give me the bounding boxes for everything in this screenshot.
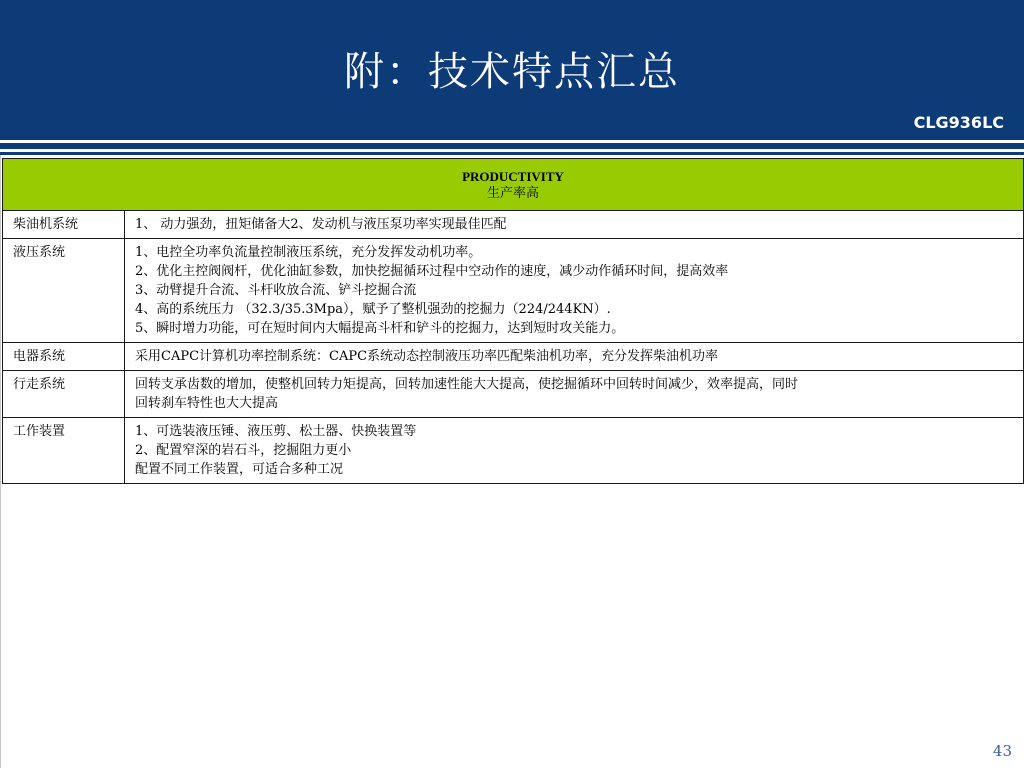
row-category: 液压系统 [3, 239, 125, 343]
header-rule-thin [0, 152, 1024, 155]
description-line: 采用CAPC计算机功率控制系统：CAPC系统动态控制液压功率匹配柴油机功率，充分发挥柴油机功率 [135, 349, 719, 364]
table-row-attachment [3, 418, 1024, 484]
row-category: 柴油机系统 [3, 211, 125, 239]
table-header-row [3, 159, 1024, 211]
table-row-engine [3, 211, 1024, 239]
row-category: 行走系统 [3, 371, 125, 418]
description-line: 回转刹车特性也大大提高 [135, 396, 279, 411]
description-line: 2、优化主控阀阀杆，优化油缸参数，加快挖掘循环过程中空动作的速度，减少动作循环时间，提高效率 [135, 264, 729, 279]
header-english: PRODUCTIVITY [462, 168, 564, 184]
table-row-electrical [3, 343, 1024, 371]
description-line: 2、配置窄深的岩石斗，挖掘阻力更小 [135, 443, 352, 458]
row-description [125, 371, 1024, 418]
row-description [125, 418, 1024, 484]
page-number: 43 [992, 742, 1012, 760]
description-line: 3、动臂提升合流、斗杆收放合流、铲斗挖掘合流 [135, 283, 417, 298]
description-line: 1、可选装液压锤、液压剪、松土器、快换装置等 [135, 424, 417, 439]
row-category: 工作装置 [3, 418, 125, 484]
header-rule-thick [0, 143, 1024, 149]
description-line: 1、电控全功率负流量控制液压系统，充分发挥发动机功率。 [135, 245, 482, 260]
row-description [125, 343, 1024, 371]
description-line: 配置不同工作装置，可适合多种工况 [135, 462, 344, 477]
row-description [125, 211, 1024, 239]
slide-title: 附：技术特点汇总 [344, 49, 680, 95]
table-header-cell [3, 159, 1024, 211]
description-line: 回转支承齿数的增加，使整机回转力矩提高，回转加速性能大大提高，使挖掘循环中回转时间减少，效率提高，同时 [135, 377, 799, 392]
table-row-travel [3, 371, 1024, 418]
header-chinese: 生产率高 [486, 185, 539, 201]
description-line: 5、瞬时增力功能，可在短时间内大幅提高斗杆和铲斗的挖掘力，达到短时攻关能力。 [135, 321, 625, 336]
left-border-line [0, 155, 1, 768]
slide-header [0, 0, 1024, 140]
row-description [125, 239, 1024, 343]
description-line: 1、 动力强劲，扭矩储备大2、发动机与液压泵功率实现最佳匹配 [135, 217, 507, 232]
model-code: CLG936LC [913, 113, 1004, 132]
spec-table [2, 158, 1024, 484]
table-row-hydraulic [3, 239, 1024, 343]
description-line: 4、高的系统压力 （32.3/35.3Mpa），赋予了整机强劲的挖掘力（224/244KN）. [135, 302, 611, 317]
row-category: 电器系统 [3, 343, 125, 371]
